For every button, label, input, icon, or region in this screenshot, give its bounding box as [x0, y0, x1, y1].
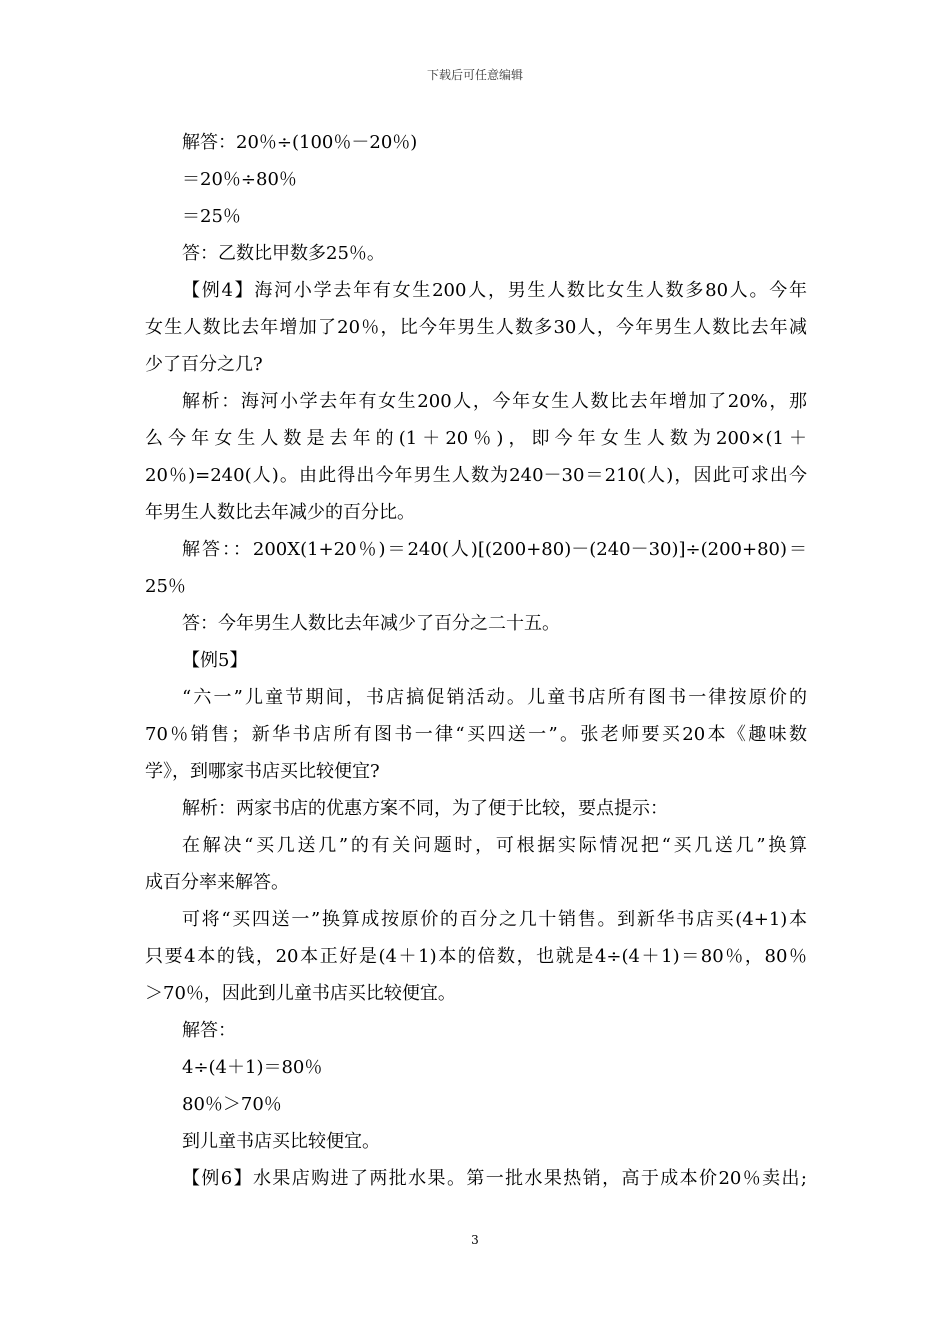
paragraph-line: 20％)=240(人)。由此得出今年男生人数为240－30＝210(人)，因此可求出今	[145, 465, 807, 486]
example-5-heading: 【例5】	[182, 650, 248, 671]
page-number: 3	[471, 1233, 479, 1247]
answer-line: 答：今年男生人数比去年减少了百分之二十五。	[182, 613, 560, 634]
answer-line: 解答：	[182, 1020, 236, 1041]
example-4-heading: 【例4】海河小学去年有女生200人，男生人数比女生人数多80人。今年	[182, 280, 807, 301]
paragraph-line: 么今年女生人数是去年的(1＋20％)，即今年女生人数为200×(1＋	[145, 428, 807, 449]
paragraph-line: 学》，到哪家书店买比较便宜?	[145, 761, 380, 782]
answer-line: 答：乙数比甲数多25％。	[182, 243, 385, 264]
document-body	[145, 124, 807, 1197]
paragraph-line: 成百分率来解答。	[145, 872, 289, 893]
paragraph-line: 在解决“买几送几”的有关问题时，可根据实际情况把“买几送几”换算	[182, 835, 807, 856]
paragraph-line: ＞70％，因此到儿童书店买比较便宜。	[145, 983, 456, 1004]
equation-line: ＝20％÷80％	[182, 169, 297, 190]
answer-line: 到儿童书店买比较便宜。	[182, 1131, 380, 1152]
answer-line: 解答：：200X(1+20％)＝240(人)[(200+80)－(240－30)]÷(200+80)＝	[182, 539, 807, 560]
page-header: 下载后可任意编辑	[426, 68, 523, 82]
equation-line: 80％＞70％	[182, 1094, 282, 1115]
equation-line: 4÷(4＋1)＝80％	[182, 1057, 323, 1078]
paragraph-line: 少了百分之几?	[145, 354, 263, 375]
analysis-line: 解析：两家书店的优惠方案不同，为了便于比较，要点提示：	[182, 798, 668, 819]
paragraph-line: 女生人数比去年增加了20％，比今年男生人数多30人，今年男生人数比去年减	[145, 317, 807, 338]
analysis-line: 解析：海河小学去年有女生200人，今年女生人数比去年增加了20%，那	[182, 391, 807, 412]
paragraph-line: 可将“买四送一”换算成按原价的百分之几十销售。到新华书店买(4+1)本	[182, 909, 807, 930]
paragraph-line: 25％	[145, 576, 186, 597]
answer-line: 解答：20％÷(100％－20％)	[182, 132, 418, 153]
paragraph-line: 70％销售；新华书店所有图书一律“买四送一”。张老师要买20本《趣味数	[145, 724, 807, 745]
paragraph-line: 年男生人数比去年减少的百分比。	[145, 502, 415, 523]
example-6-heading: 【例6】水果店购进了两批水果。第一批水果热销，高于成本价20％卖出;	[182, 1168, 807, 1189]
paragraph-line: “六一”儿童节期间，书店搞促销活动。儿童书店所有图书一律按原价的	[182, 687, 807, 708]
paragraph-line: 只要4本的钱，20本正好是(4＋1)本的倍数，也就是4÷(4＋1)＝80％，80％	[145, 946, 807, 967]
equation-line: ＝25％	[182, 206, 241, 227]
